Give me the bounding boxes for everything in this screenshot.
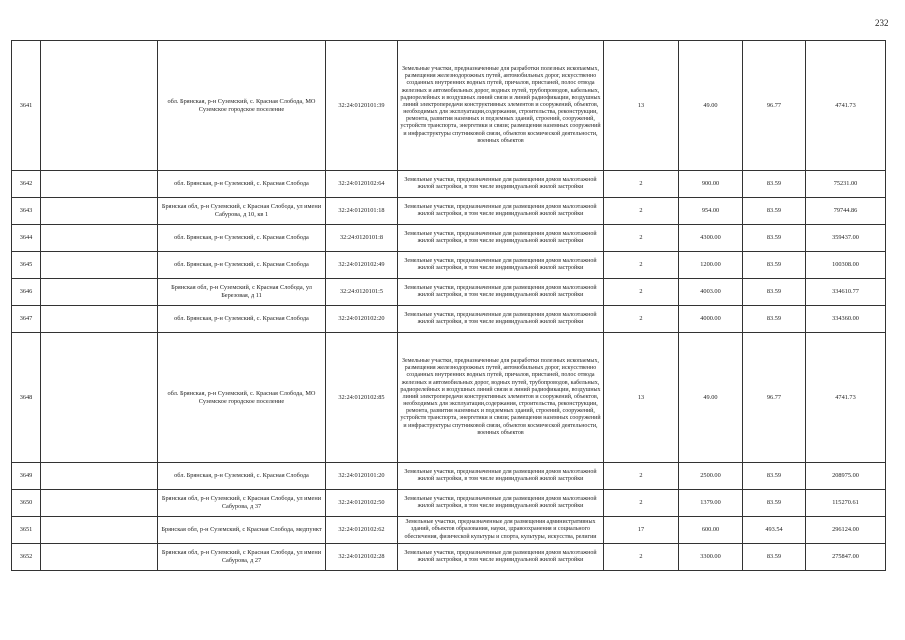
cadastral-value-cell: 208975.00 bbox=[806, 463, 886, 490]
land-use-cell: Земельные участки, предназначенные для размещения домов малоэтажной жилой застройки, в том числе индивидуальной жилой застройки bbox=[398, 198, 604, 225]
specific-value-cell: 83.59 bbox=[743, 490, 806, 517]
group-number-cell: 13 bbox=[604, 333, 679, 463]
group-number-cell: 2 bbox=[604, 490, 679, 517]
cadastral-value-cell: 359437.00 bbox=[806, 225, 886, 252]
address-cell: обл. Брянская, р-н Суземский, с. Красная Слобода, МО Суземское городское поселение bbox=[158, 41, 326, 171]
area-cell: 1200.00 bbox=[679, 252, 743, 279]
address-cell: Брянская обл, р-н Суземский, с Красная Слобода, ул имени Сабурова, д 10, кв 1 bbox=[158, 198, 326, 225]
group-number-cell: 2 bbox=[604, 252, 679, 279]
cadastral-value-cell: 296124.00 bbox=[806, 517, 886, 544]
address-cell: Брянская обл, р-н Суземский, с Красная Слобода, ул имени Сабурова, д 27 bbox=[158, 544, 326, 571]
specific-value-cell: 83.59 bbox=[743, 198, 806, 225]
area-cell: 900.00 bbox=[679, 171, 743, 198]
row-number: 3642 bbox=[12, 171, 41, 198]
land-registry-table bbox=[11, 40, 886, 571]
group-number-cell: 2 bbox=[604, 544, 679, 571]
group-number-cell: 2 bbox=[604, 463, 679, 490]
group-number-cell: 2 bbox=[604, 198, 679, 225]
cadastral-number-cell: 32:24:0120101:18 bbox=[326, 198, 398, 225]
cadastral-value-cell: 334360.00 bbox=[806, 306, 886, 333]
table-row bbox=[12, 225, 886, 252]
row-number: 3649 bbox=[12, 463, 41, 490]
address-cell: обл. Брянская, р-н Суземский, с. Красная Слобода bbox=[158, 225, 326, 252]
cadastral-number-cell: 32:24:0120102:28 bbox=[326, 544, 398, 571]
cadastral-number-cell: 32:24:0120101:5 bbox=[326, 279, 398, 306]
blank-cell bbox=[41, 306, 158, 333]
address-cell: обл. Брянская, р-н Суземский, с. Красная Слобода bbox=[158, 306, 326, 333]
address-cell: Брянская обл, р-н Суземский, с Красная Слобода, ул Березовая, д 11 bbox=[158, 279, 326, 306]
specific-value-cell: 83.59 bbox=[743, 306, 806, 333]
cadastral-value-cell: 4741.73 bbox=[806, 41, 886, 171]
blank-cell bbox=[41, 198, 158, 225]
table-row bbox=[12, 279, 886, 306]
cadastral-value-cell: 75231.00 bbox=[806, 171, 886, 198]
table-row bbox=[12, 171, 886, 198]
land-use-cell: Земельные участки, предназначенные для размещения административных зданий, объектов образования, науки, здравоохранения и социального обеспечения, физической культуры и спорта, культуры, искусства, религии bbox=[398, 517, 604, 544]
table-row bbox=[12, 198, 886, 225]
land-use-cell: Земельные участки, предназначенные для разработки полезных ископаемых, размещения железнодорожных путей, автомобильных дорог, искусственно созданных внутренних водных путей, причалов, пристаней, полос отвода железных и автомобильных дорог, водных путей, трубопроводов, кабельных, радиорелейных и воздушных линий связи и линий радиофикации, воздушных линий электропередачи конструктивных элементов и сооружений, объектов, необходимых для эксплуатации,содержания, строительства, реконструкции, ремонта, развития наземных и подземных зданий, строений, сооружений, устройств транспорта, энергетики и связи; размещения наземных сооружений и инфраструктуры спутниковой связи, объектов космической деятельности, военных объектов bbox=[398, 333, 604, 463]
land-use-cell: Земельные участки, предназначенные для разработки полезных ископаемых, размещения железнодорожных путей, автомобильных дорог, искусственно созданных внутренних водных путей, причалов, пристаней, полос отвода железных и автомобильных дорог, водных путей, трубопроводов, кабельных, радиорелейных и воздушных линий связи и линий радиофикации, воздушных линий электропередачи конструктивных элементов и сооружений, объектов, необходимых для эксплуатации,содержания, строительства, реконструкции, ремонта, развития наземных и подземных зданий, строений, сооружений, устройств транспорта, энергетики и связи; размещения наземных сооружений и инфраструктуры спутниковой связи, объектов космической деятельности, военных объектов bbox=[398, 41, 604, 171]
cadastral-number-cell: 32:24:0120102:49 bbox=[326, 252, 398, 279]
specific-value-cell: 83.59 bbox=[743, 544, 806, 571]
area-cell: 4300.00 bbox=[679, 225, 743, 252]
table-row bbox=[12, 490, 886, 517]
row-number: 3645 bbox=[12, 252, 41, 279]
land-use-cell: Земельные участки, предназначенные для размещения домов малоэтажной жилой застройки, в том числе индивидуальной жилой застройки bbox=[398, 544, 604, 571]
land-use-cell: Земельные участки, предназначенные для размещения домов малоэтажной жилой застройки, в том числе индивидуальной жилой застройки bbox=[398, 463, 604, 490]
table-row bbox=[12, 252, 886, 279]
blank-cell bbox=[41, 490, 158, 517]
area-cell: 600.00 bbox=[679, 517, 743, 544]
group-number-cell: 13 bbox=[604, 41, 679, 171]
group-number-cell: 2 bbox=[604, 225, 679, 252]
group-number-cell: 2 bbox=[604, 306, 679, 333]
specific-value-cell: 83.59 bbox=[743, 279, 806, 306]
land-use-cell: Земельные участки, предназначенные для размещения домов малоэтажной жилой застройки, в том числе индивидуальной жилой застройки bbox=[398, 279, 604, 306]
land-use-cell: Земельные участки, предназначенные для размещения домов малоэтажной жилой застройки, в том числе индивидуальной жилой застройки bbox=[398, 490, 604, 517]
blank-cell bbox=[41, 41, 158, 171]
group-number-cell: 2 bbox=[604, 171, 679, 198]
table-row bbox=[12, 463, 886, 490]
row-number: 3648 bbox=[12, 333, 41, 463]
row-number: 3651 bbox=[12, 517, 41, 544]
table-body bbox=[12, 41, 886, 571]
cadastral-value-cell: 334610.77 bbox=[806, 279, 886, 306]
cadastral-number-cell: 32:24:0120102:50 bbox=[326, 490, 398, 517]
area-cell: 3300.00 bbox=[679, 544, 743, 571]
blank-cell bbox=[41, 171, 158, 198]
specific-value-cell: 83.59 bbox=[743, 225, 806, 252]
specific-value-cell: 83.59 bbox=[743, 171, 806, 198]
address-cell: обл. Брянская, р-н Суземский, с. Красная Слобода bbox=[158, 171, 326, 198]
area-cell: 1379.00 bbox=[679, 490, 743, 517]
address-cell: Брянская обл, р-н Суземский, с Красная Слобода, ул имени Сабурова, д 37 bbox=[158, 490, 326, 517]
specific-value-cell: 493.54 bbox=[743, 517, 806, 544]
cadastral-value-cell: 275847.00 bbox=[806, 544, 886, 571]
blank-cell bbox=[41, 517, 158, 544]
area-cell: 4000.00 bbox=[679, 306, 743, 333]
table-row bbox=[12, 517, 886, 544]
table-row bbox=[12, 306, 886, 333]
address-cell: обл. Брянская, р-н Суземский, с. Красная Слобода, МО Суземское городское поселение bbox=[158, 333, 326, 463]
cadastral-value-cell: 4741.73 bbox=[806, 333, 886, 463]
group-number-cell: 17 bbox=[604, 517, 679, 544]
cadastral-number-cell: 32:24:0120102:20 bbox=[326, 306, 398, 333]
table-row bbox=[12, 333, 886, 463]
blank-cell bbox=[41, 463, 158, 490]
row-number: 3650 bbox=[12, 490, 41, 517]
specific-value-cell: 96.77 bbox=[743, 41, 806, 171]
blank-cell bbox=[41, 333, 158, 463]
cadastral-number-cell: 32:24:0120102:62 bbox=[326, 517, 398, 544]
blank-cell bbox=[41, 225, 158, 252]
row-number: 3643 bbox=[12, 198, 41, 225]
row-number: 3644 bbox=[12, 225, 41, 252]
cadastral-number-cell: 32:24:0120101:39 bbox=[326, 41, 398, 171]
specific-value-cell: 83.59 bbox=[743, 463, 806, 490]
cadastral-value-cell: 100308.00 bbox=[806, 252, 886, 279]
group-number-cell: 2 bbox=[604, 279, 679, 306]
cadastral-number-cell: 32:24:0120101:20 bbox=[326, 463, 398, 490]
table-row bbox=[12, 544, 886, 571]
row-number: 3641 bbox=[12, 41, 41, 171]
land-use-cell: Земельные участки, предназначенные для размещения домов малоэтажной жилой застройки, в том числе индивидуальной жилой застройки bbox=[398, 306, 604, 333]
area-cell: 49.00 bbox=[679, 333, 743, 463]
specific-value-cell: 96.77 bbox=[743, 333, 806, 463]
address-cell: обл. Брянская, р-н Суземский, с. Красная Слобода bbox=[158, 463, 326, 490]
cadastral-number-cell: 32:24:0120101:8 bbox=[326, 225, 398, 252]
cadastral-value-cell: 79744.86 bbox=[806, 198, 886, 225]
land-use-cell: Земельные участки, предназначенные для размещения домов малоэтажной жилой застройки, в том числе индивидуальной жилой застройки bbox=[398, 171, 604, 198]
row-number: 3652 bbox=[12, 544, 41, 571]
land-use-cell: Земельные участки, предназначенные для размещения домов малоэтажной жилой застройки, в том числе индивидуальной жилой застройки bbox=[398, 225, 604, 252]
cadastral-value-cell: 115270.61 bbox=[806, 490, 886, 517]
row-number: 3647 bbox=[12, 306, 41, 333]
land-use-cell: Земельные участки, предназначенные для размещения домов малоэтажной жилой застройки, в том числе индивидуальной жилой застройки bbox=[398, 252, 604, 279]
area-cell: 2500.00 bbox=[679, 463, 743, 490]
blank-cell bbox=[41, 544, 158, 571]
cadastral-number-cell: 32:24:0120102:64 bbox=[326, 171, 398, 198]
table-row bbox=[12, 41, 886, 171]
address-cell: обл. Брянская, р-н Суземский, с. Красная Слобода bbox=[158, 252, 326, 279]
area-cell: 4003.00 bbox=[679, 279, 743, 306]
row-number: 3646 bbox=[12, 279, 41, 306]
specific-value-cell: 83.59 bbox=[743, 252, 806, 279]
area-cell: 49.00 bbox=[679, 41, 743, 171]
blank-cell bbox=[41, 279, 158, 306]
blank-cell bbox=[41, 252, 158, 279]
page-number: 232 bbox=[875, 18, 889, 28]
address-cell: Брянская обл, р-н Суземский, с Красная Слобода, медпункт bbox=[158, 517, 326, 544]
area-cell: 954.00 bbox=[679, 198, 743, 225]
cadastral-number-cell: 32:24:0120102:85 bbox=[326, 333, 398, 463]
